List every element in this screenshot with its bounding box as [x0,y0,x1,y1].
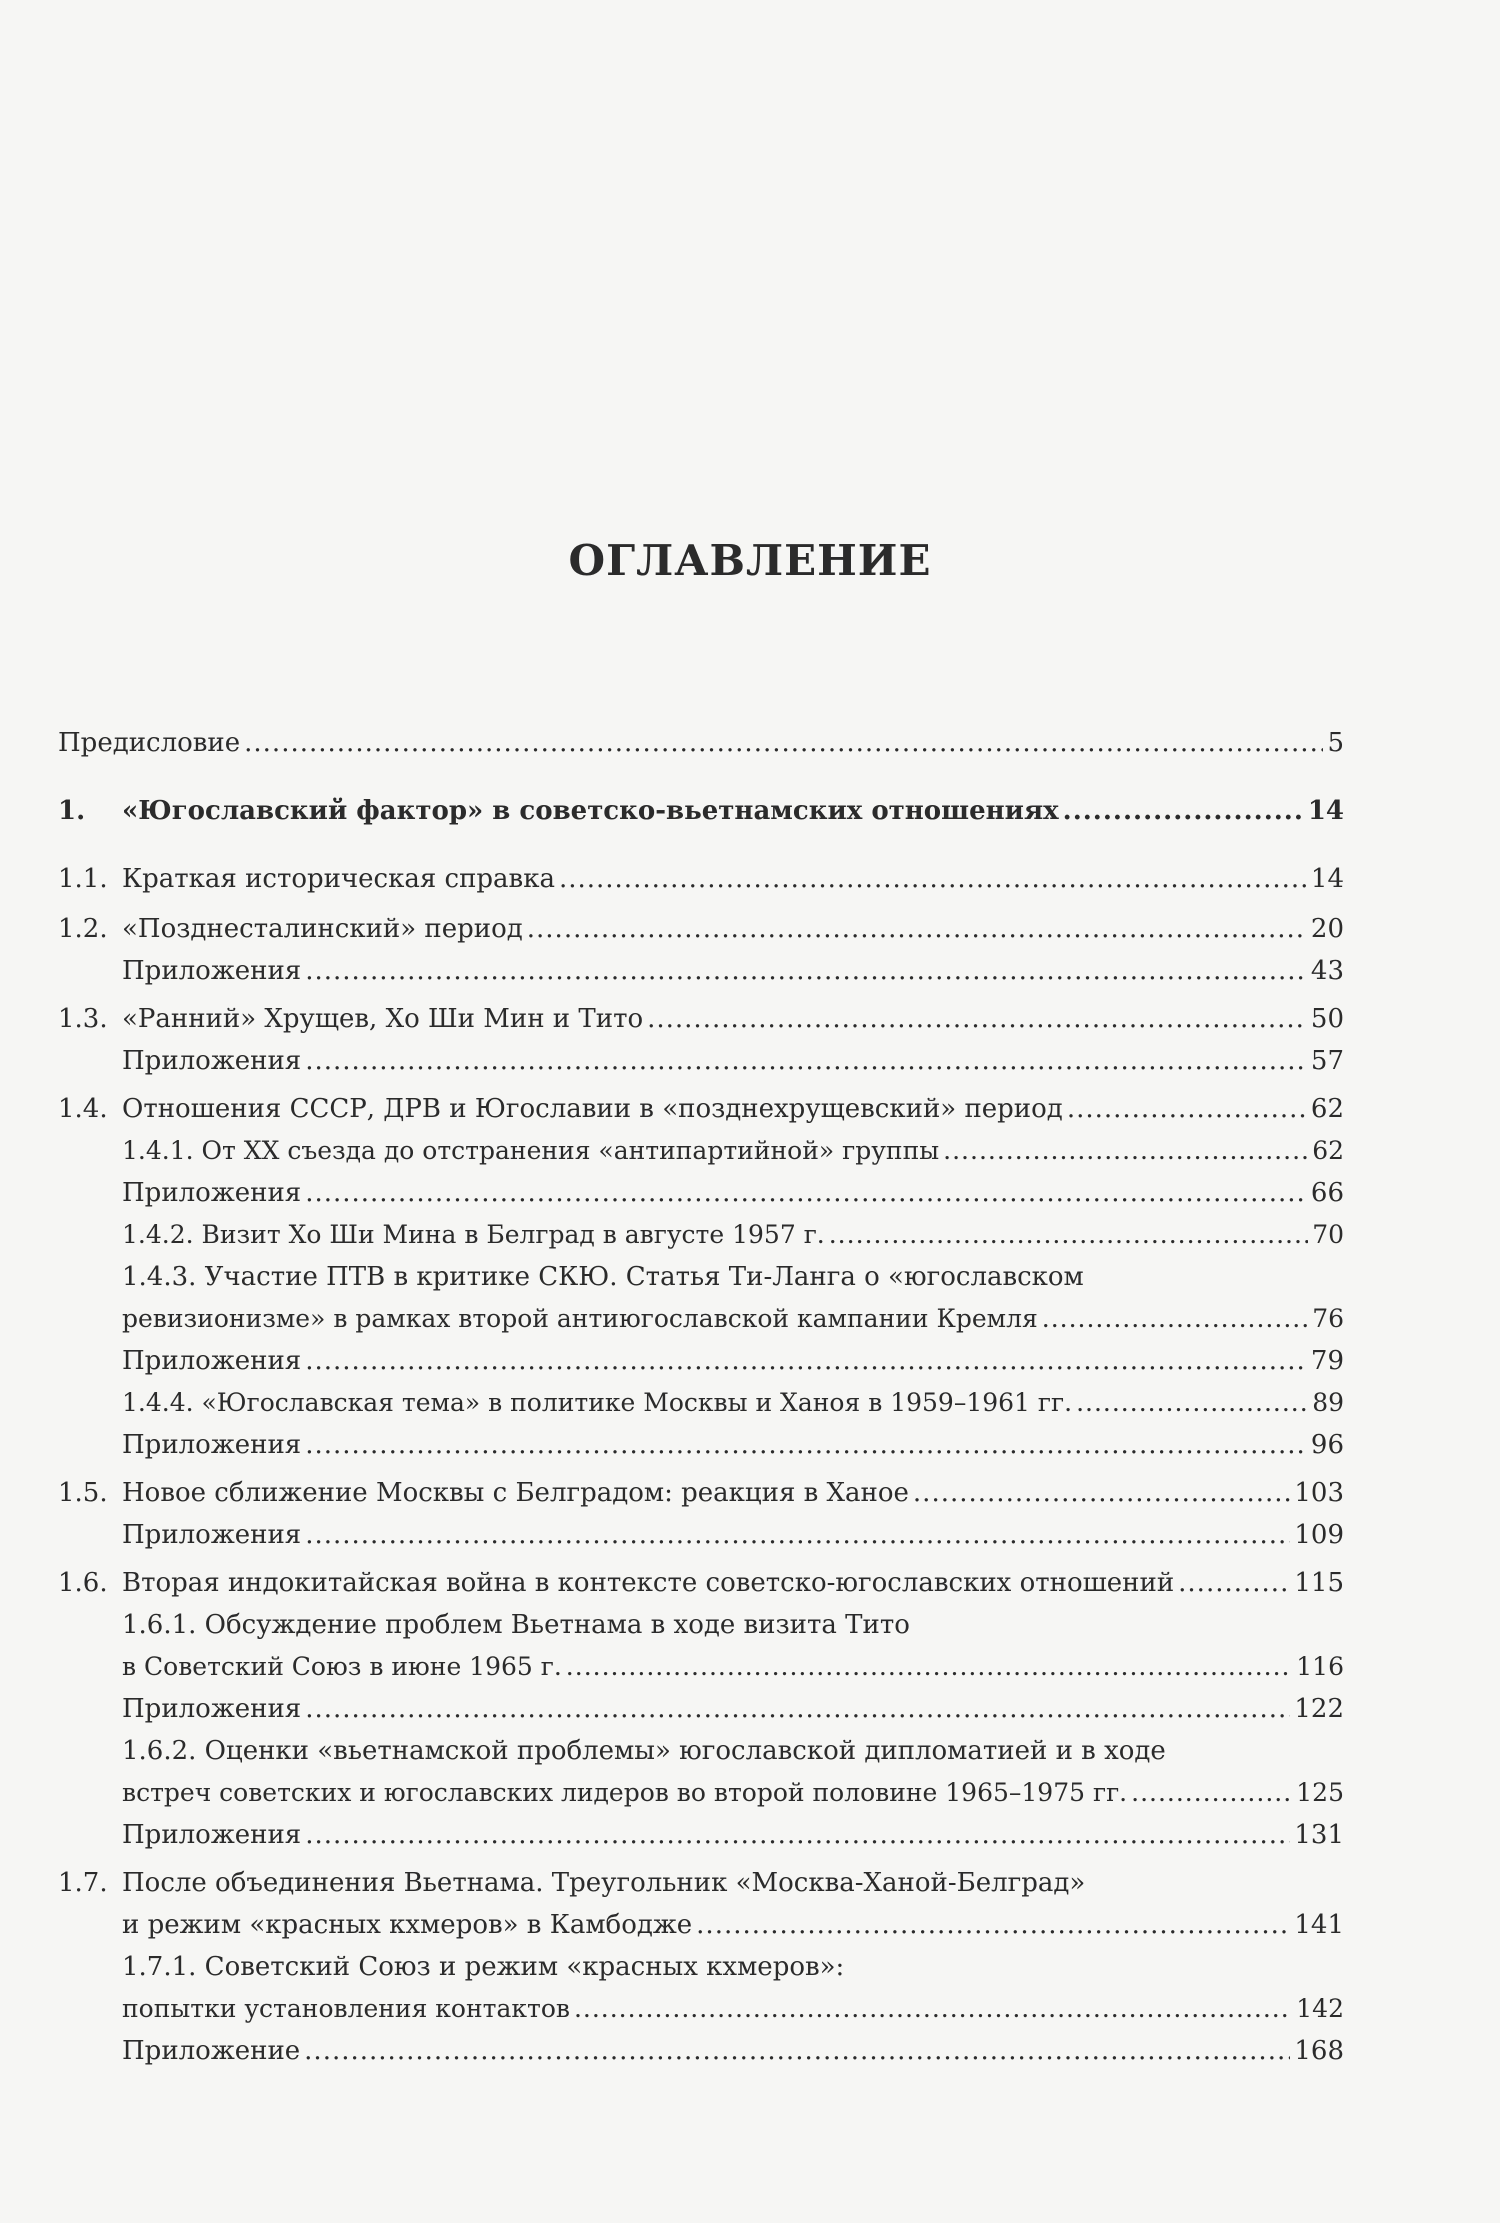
toc-page-number: 62 [1312,1136,1344,1165]
toc-entry-appendix[interactable] [58,1340,1344,1382]
toc-entry-number: 1.7. [58,1868,108,1898]
toc-entry-text-line1: 1.4.3. Участие ПТВ в критике СКЮ. Статья Ти-Ланга о «югославском [122,1262,1084,1292]
leader-dots [305,1814,1290,1856]
toc-entry-1-4[interactable] [58,1088,1344,1130]
toc-page-number: 131 [1294,1820,1344,1850]
toc-page-number: 79 [1310,1346,1344,1376]
toc-page-number: 5 [1327,728,1344,758]
leader-dots [574,1988,1292,2030]
leader-dots [305,950,1307,992]
leader-dots [304,2030,1290,2072]
leader-dots [696,1904,1290,1946]
leader-dots [305,1424,1307,1466]
leader-dots [305,1172,1307,1214]
leader-dots [305,1688,1290,1730]
toc-entry-appendix[interactable] [58,1514,1344,1556]
leader-dots [305,1040,1307,1082]
toc-entry-appendix[interactable] [58,1172,1344,1214]
toc-entry-text: 1.4.2. Визит Хо Ши Мина в Белград в августе 1957 г. [122,1220,825,1249]
leader-dots [943,1130,1308,1172]
toc-entry-text: «Ранний» Хрущев, Хо Ши Мин и Тито [122,1004,644,1034]
toc-entry-appendix[interactable] [58,1814,1344,1856]
toc-entry-appendix[interactable] [58,1040,1344,1082]
table-of-contents [58,722,1344,2072]
toc-page-number: 141 [1294,1910,1344,1940]
toc-entry-text-line1 [58,1862,1344,1904]
toc-page-number: 70 [1312,1220,1344,1249]
toc-entry-text-line1: 1.6.1. Обсуждение проблем Вьетнама в ходе визита Тито [122,1610,910,1640]
toc-entry-number: 1. [58,796,86,826]
toc-entry-1-1[interactable] [58,858,1344,900]
toc-entry-number: 1.3. [58,1004,108,1034]
toc-page-number: 57 [1310,1046,1344,1076]
toc-entry-text: встреч советских и югославских лидеров во второй половине 1965–1975 гг. [122,1778,1128,1807]
leader-dots [244,722,1323,764]
toc-page-number: 142 [1296,1994,1344,2023]
toc-entry-text: и режим «красных кхмеров» в Камбодже [122,1910,693,1940]
leader-dots [559,858,1307,900]
toc-entry-text: Приложения [122,1046,302,1076]
toc-page-number: 14 [1310,864,1344,894]
toc-entry-1-4-1[interactable] [58,1130,1344,1172]
leader-dots [305,1514,1290,1556]
leader-dots [829,1214,1308,1256]
toc-entry-chapter-1[interactable] [58,790,1344,832]
leader-dots [1076,1382,1308,1424]
toc-entry-1-6-1[interactable] [58,1604,1344,1688]
toc-page-number: 116 [1296,1652,1344,1681]
toc-entry-preface[interactable] [58,722,1344,764]
leader-dots [647,998,1307,1040]
toc-entry-text: Краткая историческая справка [122,864,555,894]
leader-dots [913,1472,1290,1514]
toc-entry-text: Приложения [122,1178,302,1208]
toc-entry-1-7-1[interactable] [58,1946,1344,2030]
toc-entry-appendix[interactable] [58,2030,1344,2072]
toc-entry-number: 1.4. [58,1094,108,1124]
toc-entry-appendix[interactable] [58,1424,1344,1466]
toc-page-number: 168 [1294,2036,1344,2066]
toc-page-number: 76 [1312,1304,1344,1333]
toc-page-number: 109 [1294,1520,1344,1550]
toc-entry-text: Приложения [122,1520,302,1550]
toc-entry-line2 [122,1298,1344,1340]
leader-dots [1131,1772,1292,1814]
toc-page-number: 62 [1310,1094,1344,1124]
toc-entry-1-4-2[interactable] [58,1214,1344,1256]
toc-entry-text: Приложения [122,1694,302,1724]
toc-entry-number: 1.2. [58,914,108,944]
toc-entry-line2 [58,1904,1344,1946]
toc-entry-1-5[interactable] [58,1472,1344,1514]
leader-dots [566,1646,1292,1688]
toc-entry-text: Предисловие [58,728,241,758]
page-title: ОГЛАВЛЕНИЕ [568,536,932,585]
leader-dots [527,908,1307,950]
toc-entry-text-part: После объединения Вьетнама. Треугольник «Москва-Ханой-Белград» [122,1868,1086,1898]
toc-page-number: 20 [1310,914,1344,944]
toc-entry-1-4-4[interactable] [58,1382,1344,1424]
toc-entry-text: «Югославский фактор» в советско-вьетнамских отношениях [122,796,1059,826]
toc-entry-number: 1.1. [58,864,108,894]
toc-page-number: 43 [1310,956,1344,986]
toc-entry-1-4-3[interactable] [58,1256,1344,1340]
toc-entry-line2 [122,1988,1344,2030]
toc-entry-number: 1.6. [58,1568,108,1598]
toc-entry-text: Новое сближение Москвы с Белградом: реакция в Ханое [122,1478,909,1508]
toc-page-number: 14 [1307,796,1344,826]
toc-entry-text: «Позднесталинский» период [122,914,523,944]
toc-entry-appendix[interactable] [58,1688,1344,1730]
toc-entry-text-line1: 1.7.1. Советский Союз и режим «красных кхмеров»: [122,1952,845,1982]
toc-entry-1-6[interactable] [58,1562,1344,1604]
toc-entry-text: 1.4.1. От ХХ съезда до отстранения «антипартийной» группы [122,1136,940,1165]
leader-dots [1042,1298,1308,1340]
toc-entry-text: попытки установления контактов [122,1994,570,2023]
toc-page-number: 122 [1294,1694,1344,1724]
toc-entry-1-6-2[interactable] [58,1730,1344,1814]
toc-entry-text: в Советский Союз в июне 1965 г. [122,1652,562,1681]
toc-entry-text: Приложение [122,2036,301,2066]
toc-entry-text: Приложения [122,1820,302,1850]
toc-page-number: 125 [1296,1778,1344,1807]
toc-entry-appendix[interactable] [58,950,1344,992]
toc-page-number: 89 [1312,1388,1344,1417]
toc-entry-text: 1.4.4. «Югославская тема» в политике Москвы и Ханоя в 1959–1961 гг. [122,1388,1073,1417]
leader-dots [1178,1562,1290,1604]
toc-page-number: 103 [1294,1478,1344,1508]
toc-entry-line2 [122,1772,1344,1814]
toc-entry-number: 1.5. [58,1478,108,1508]
leader-dots [1067,1088,1307,1130]
toc-entry-1-3[interactable] [58,998,1344,1040]
toc-entry-1-2[interactable] [58,908,1344,950]
toc-entry-text: Приложения [122,1430,302,1460]
toc-page-number: 115 [1294,1568,1344,1598]
toc-entry-text: ревизионизме» в рамках второй антиюгославской кампании Кремля [122,1304,1038,1333]
toc-entry-1-7[interactable] [58,1862,1344,1946]
leader-dots [1063,790,1304,832]
toc-entry-text: Отношения СССР, ДРВ и Югославии в «позднехрущевский» период [122,1094,1063,1124]
toc-entry-line2 [122,1646,1344,1688]
toc-page-number: 96 [1310,1430,1344,1460]
toc-page-number: 50 [1310,1004,1344,1034]
leader-dots [305,1340,1307,1382]
toc-page-number: 66 [1310,1178,1344,1208]
toc-entry-text: Приложения [122,1346,302,1376]
toc-entry-text: Вторая индокитайская война в контексте советско-югославских отношений [122,1568,1175,1598]
toc-entry-text-line1: 1.6.2. Оценки «вьетнамской проблемы» югославской дипломатией и в ходе [122,1736,1166,1766]
toc-entry-text: Приложения [122,956,302,986]
